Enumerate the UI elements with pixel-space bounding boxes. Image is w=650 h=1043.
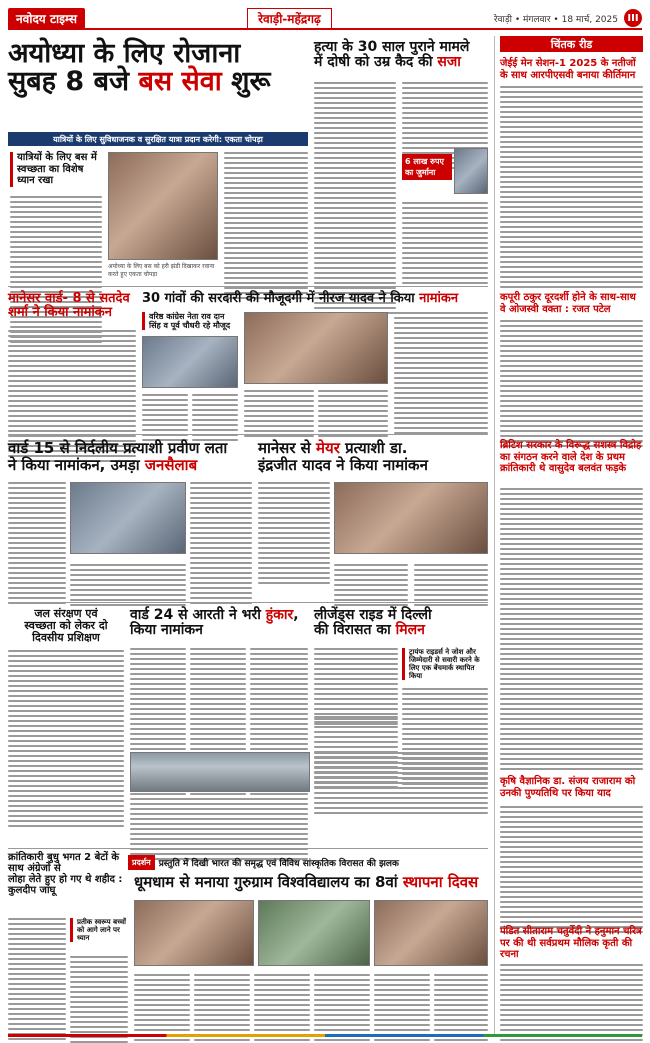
gurugram-body-text (134, 974, 190, 1043)
water-headline-line2: स्वच्छता को लेकर दो (24, 619, 108, 633)
gurugram-body-text-3 (254, 974, 310, 1043)
kranti-headline-line1: क्रांतिकारी बुधु भगत 2 बेटों के साथ अंग्रेजों से (8, 852, 120, 874)
water-headline-line1: जल संरक्षण एवं (34, 607, 98, 620)
neeraj-body-text-5 (394, 312, 488, 437)
mayor-headline-suffix: प्रत्याशी डा. (339, 439, 408, 457)
legends-headline (314, 608, 488, 639)
lead-photo (108, 152, 218, 260)
mayor-headline-line2: इंद्रजीत यादव ने किया नामांकन (258, 455, 428, 474)
lead-photo-caption: अयोध्या के लिए बस को हरी झंडी दिखाकर रवाना करते हुए एकता चोपड़ा (108, 263, 215, 278)
side-story-5-title-text: पंडित सीताराम चतुर्वेदी ने हनुमान चरित्र पर की थी सर्वप्रथम मौलिक कृती की रचना (500, 926, 642, 960)
praveen-headline (8, 440, 252, 473)
side-story-1-title (500, 58, 643, 81)
page-number-badge: III (624, 9, 642, 27)
praveen-headline-line1: वार्ड 15 से निर्दलीय प्रत्याशी प्रवीण लता (8, 439, 228, 457)
gurugram-body-text-6 (434, 974, 488, 1043)
mayor-headline-prefix: मानेसर से (258, 439, 317, 457)
neeraj-headline (142, 292, 488, 306)
lead-headline-line1: अयोध्या के लिए रोजाना (8, 38, 241, 69)
mayor-photo (334, 482, 488, 554)
fine-box: 6 लाख रुपए का जुर्माना (402, 154, 452, 180)
water-headline-line3: दिवसीय प्रशिक्षण (32, 631, 100, 645)
side-story-1-title-text: जेईई मेन सेशन-1 2025 के नतीजों के साथ आरपीएसवी बनाया कीर्तिमान (500, 58, 636, 81)
side-story-4-title-text: कृषि वैज्ञानिक डा. संजय राजाराम को उनकी पुण्यतिथि पर किया याद (500, 776, 636, 799)
neeraj-photo-1 (142, 336, 238, 388)
gurugram-headline-red: स्थापना दिवस (402, 873, 479, 891)
murder-body-text-3 (402, 202, 488, 287)
neeraj-headline-prefix: 30 गांवों की सरदारी की मौजूदगी में नीरज यादव ने किया (142, 291, 420, 306)
murder-headline-line2 (314, 55, 488, 70)
mayor-headline-red: मेयर (316, 439, 340, 457)
side-column (494, 36, 642, 1036)
murder-headline-prefix: में दोषी को उम्र कैद की (314, 53, 438, 70)
kranti-headline (8, 852, 128, 896)
masthead (8, 8, 642, 30)
lead-headline-prefix: सुबह 8 बजे (8, 66, 139, 98)
gurugram-photo-1 (134, 900, 254, 966)
gurugram-body-text-2 (194, 974, 250, 1043)
side-header: चिंतक रीड (500, 36, 643, 52)
gurugram-photo-3 (374, 900, 488, 966)
praveen-photo (70, 482, 186, 554)
side-story-3-title (500, 440, 643, 475)
gurugram-body-text-5 (374, 974, 430, 1043)
kranti-sub-box: प्रतीक स्वरूप बच्चों को आगे लाने पर ध्यान (70, 918, 128, 942)
gurugram-headline-prefix: धूमधाम से मनाया गुरुग्राम विश्वविद्यालय का 8वां (134, 873, 403, 891)
kranti-body-text (8, 918, 66, 1043)
gurugram-banner-text: प्रस्तुति में दिखी भारत की समृद्ध एवं विविध सांस्कृतिक विरासत की झलक (158, 858, 399, 869)
side-story-5-body (500, 964, 643, 1043)
murder-headline-line1: हत्या के 30 साल पुराने मामले (314, 39, 470, 55)
legends-headline-line1: लीजेंड्स राइड में दिल्ली (314, 607, 432, 623)
main-column (8, 36, 488, 1036)
ward8-headline (8, 292, 136, 321)
kranti-headline-line2: लोहा लेते हुए हो गए थे शहीद : कुलदीप जांघू (8, 874, 123, 896)
gurugram-tag: प्रदर्शन (128, 855, 155, 870)
brand-logo: नवोदय टाइम्स (8, 8, 85, 29)
edition-name: रेवाड़ी-महेंद्रगढ़ (247, 8, 332, 29)
side-story-4-title (500, 776, 643, 799)
praveen-headline-red: जनसैलाब (144, 455, 198, 474)
water-headline (8, 608, 124, 644)
neeraj-body-text-2 (192, 394, 238, 444)
lead-headline (8, 40, 308, 97)
side-story-2-body (500, 320, 643, 450)
lead-body-text (10, 196, 102, 346)
mayor-body-text (258, 482, 330, 587)
date-block (494, 9, 642, 27)
kranti-body-text-2 (70, 956, 128, 1043)
divider (8, 602, 488, 603)
lead-headline-red: बस सेवा (138, 66, 222, 98)
legends-sub-box: ट्रायंफ राइडर्स ने जोश और जिम्मेदारी से सवारी करने के लिए एक बेंचमार्क स्थापित किया (402, 648, 488, 680)
side-story-1-body (500, 86, 643, 291)
divider (8, 848, 488, 849)
neeraj-sub-box: वरिष्ठ कांग्रेस नेता राव दान सिंह व पूर्व चौधरी रहे मौजूद (142, 312, 238, 330)
lead-headline-suffix: शुरू (221, 66, 271, 98)
side-story-2-title (500, 292, 643, 315)
aarti-headline-prefix: वार्ड 24 से आरती ने भरी (130, 607, 266, 623)
side-story-4-body (500, 806, 643, 936)
issue-date: रेवाड़ी • मंगलवार • 18 मार्च, 2025 (493, 14, 618, 25)
divider (8, 434, 488, 435)
gurugram-body-text-4 (314, 974, 370, 1043)
aarti-headline-red: हुंकार (265, 607, 294, 623)
side-story-5-title (500, 926, 643, 961)
praveen-body-text (8, 482, 66, 607)
side-story-3-body (500, 488, 643, 773)
praveen-body-text-3 (190, 482, 252, 607)
gurugram-photo-2 (258, 900, 370, 966)
murder-headline-red: सजा (437, 53, 461, 70)
side-story-2-title-text: कपूरी ठकुर दूरदर्शी होने के साथ-साथ वे ओजस्वी वक्ता : रजत पटेल (500, 292, 636, 315)
footer-color-bar (8, 1034, 642, 1037)
side-story-3-title-text: ब्रिटिश सरकार के विरूद्ध सशस्त्र विद्रोह का संगठन करने वाले देश के प्रथम क्रांतिकारी थे वासुदेव बलवंत फड़के (500, 440, 642, 474)
lead-subtitle-banner: यात्रियों के लिए सुविधाजनक व सुरक्षित यात्रा प्रदान करेगी: एकता चोपड़ा (8, 132, 308, 146)
gurugram-headline (134, 874, 488, 891)
gurugram-banner (128, 854, 480, 870)
neeraj-body-text-3 (244, 390, 314, 440)
legends-body-text-4 (314, 752, 488, 817)
neeraj-body-text-4 (318, 390, 388, 440)
legends-headline-prefix: की विरासत का (314, 622, 396, 639)
lead-headline-line2 (8, 68, 308, 96)
ward8-headline-line1: मानेसर वार्ड- 8 से सतदेव (8, 291, 130, 306)
aarti-headline (130, 608, 308, 639)
legends-headline-red: मिलन (395, 622, 425, 639)
legends-photo (130, 752, 310, 792)
aarti-headline-suffix: , किया नामांकन (130, 607, 299, 639)
murder-body-text (314, 82, 396, 317)
ward8-headline-line2: शर्मा ने किया नामांकन (8, 305, 112, 321)
water-body-text (8, 650, 124, 830)
lead-side-box: यात्रियों के लिए बस में स्वच्छता का विशेष ध्यान रखा (10, 152, 102, 187)
lead-body-text-2 (224, 152, 308, 302)
neeraj-body-text (142, 394, 188, 444)
praveen-headline-prefix: ने किया नामांकन, उमड़ा (8, 455, 145, 474)
mayor-headline (258, 440, 488, 473)
divider (8, 286, 488, 287)
neeraj-photo-2 (244, 312, 388, 384)
gavel-photo (454, 148, 488, 194)
neeraj-headline-red: नामांकन (419, 291, 459, 306)
murder-headline (314, 40, 488, 69)
